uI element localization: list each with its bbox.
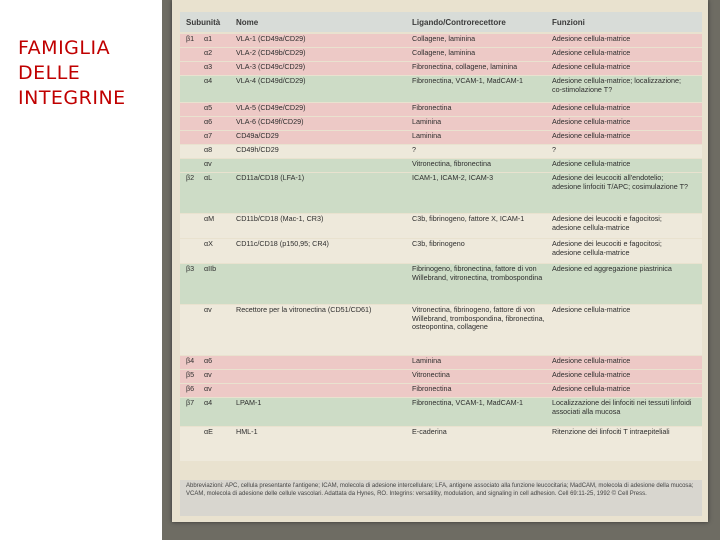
- subunit-cell: β5: [186, 370, 195, 379]
- function-cell: Adesione cellula-matrice: [552, 103, 631, 112]
- table-row: [180, 239, 702, 263]
- scanned-table-image: [162, 0, 720, 540]
- title-line-3: INTEGRINE: [18, 87, 126, 109]
- name-cell: VLA-3 (CD49c/CD29): [236, 62, 306, 71]
- table-row: [180, 173, 702, 213]
- ligand-cell: E-caderina: [412, 427, 447, 436]
- function-cell: ?: [552, 145, 556, 154]
- function-cell: Adesione cellula-matrice: [552, 48, 631, 57]
- ligand-cell: Laminina: [412, 356, 442, 365]
- alpha-cell: αv: [204, 384, 212, 393]
- alpha-cell: αv: [204, 159, 212, 168]
- table-page: [172, 0, 708, 522]
- alpha-cell: αL: [204, 173, 213, 182]
- name-cell: VLA-6 (CD49f/CD29): [236, 117, 304, 126]
- function-cell: Adesione cellula-matrice: [552, 62, 631, 71]
- name-cell: LPAM-1: [236, 398, 262, 407]
- table-row: [180, 305, 702, 355]
- table-row: [180, 264, 702, 304]
- function-cell: Adesione cellula-matrice: [552, 370, 631, 379]
- ligand-cell: Fibronectina, VCAM-1, MadCAM-1: [412, 76, 524, 85]
- alpha-cell: αM: [204, 214, 215, 223]
- ligand-cell: C3b, fibrinogeno: [412, 239, 465, 248]
- subunit-cell: β6: [186, 384, 195, 393]
- table-row: [180, 356, 702, 369]
- ligand-cell: Vitronectina, fibronectina: [412, 159, 491, 168]
- name-cell: VLA-1 (CD49a/CD29): [236, 34, 306, 43]
- table-row: [180, 117, 702, 130]
- ligand-cell: Vitronectina, fibrinogeno, fattore di von Willebrand, trombospondina, fibronectina, osteopontina, collagene: [412, 305, 545, 332]
- header-name: Nome: [236, 18, 259, 27]
- function-cell: Adesione cellula-matrice: [552, 34, 631, 43]
- ligand-cell: Laminina: [412, 117, 442, 126]
- name-cell: CD49h/CD29: [236, 145, 279, 154]
- ligand-cell: Laminina: [412, 131, 442, 140]
- table-row: [180, 34, 702, 47]
- function-cell: Adesione ed aggregazione piastrinica: [552, 264, 672, 273]
- name-cell: CD11b/CD18 (Mac-1, CR3): [236, 214, 324, 223]
- table-row: [180, 370, 702, 383]
- ligand-cell: Collagene, laminina: [412, 34, 476, 43]
- function-cell: Adesione cellula-matrice: [552, 159, 631, 168]
- table-row: [180, 48, 702, 61]
- alpha-cell: αv: [204, 305, 212, 314]
- table-row: [180, 62, 702, 75]
- alpha-cell: α4: [204, 76, 213, 85]
- alpha-cell: α7: [204, 131, 213, 140]
- header-subunit: Subunità: [186, 18, 221, 27]
- function-cell: Ritenzione dei linfociti T intraepiteliali: [552, 427, 670, 436]
- alpha-cell: α5: [204, 103, 213, 112]
- subunit-cell: β4: [186, 356, 195, 365]
- ligand-cell: ICAM-1, ICAM-2, ICAM-3: [412, 173, 494, 182]
- table-row: [180, 103, 702, 116]
- function-cell: Adesione dei leucociti all'endotelio; adesione linfociti T/APC; cosimulazione T?: [552, 173, 688, 191]
- alpha-cell: α2: [204, 48, 213, 57]
- alpha-cell: α4: [204, 398, 213, 407]
- ligand-cell: Fibronectina: [412, 103, 452, 112]
- ligand-cell: Fibronectina, collagene, laminina: [412, 62, 518, 71]
- header-ligand: Ligando/Controrecettore: [412, 18, 506, 27]
- table-row: [180, 76, 702, 102]
- table-header: [180, 12, 702, 32]
- alpha-cell: α6: [204, 356, 213, 365]
- table-row: [180, 131, 702, 144]
- table-row: [180, 427, 702, 461]
- ligand-cell: Collagene, laminina: [412, 48, 476, 57]
- table-row: [180, 384, 702, 397]
- title-line-2: DELLE: [18, 62, 81, 84]
- table-row: [180, 159, 702, 172]
- table-row: [180, 214, 702, 238]
- name-cell: CD11a/CD18 (LFA-1): [236, 173, 305, 182]
- function-cell: Adesione cellula-matrice: [552, 384, 631, 393]
- function-cell: Adesione cellula-matrice: [552, 131, 631, 140]
- alpha-cell: αv: [204, 370, 212, 379]
- alpha-cell: α6: [204, 117, 213, 126]
- subunit-cell: β3: [186, 264, 195, 273]
- name-cell: VLA-4 (CD49d/CD29): [236, 76, 306, 85]
- slide-title: [18, 36, 158, 111]
- alpha-cell: α3: [204, 62, 213, 71]
- table-row: [180, 398, 702, 426]
- table-footnote: [180, 480, 702, 516]
- alpha-cell: α8: [204, 145, 213, 154]
- alpha-cell: α1: [204, 34, 213, 43]
- function-cell: Adesione cellula-matrice: [552, 356, 631, 365]
- footnote-text: Abbreviazioni: APC, cellula presentante l'antigene; ICAM, molecola di adesione intercellulare; LFA, antigene associato alla funzione leucocitaria; MadCAM, molecola di adesione della mucosa; VCAM, molecola di adesione delle cellule vascolari. Adattata da Hynes, RO. Integrins: versatility, modulation, and signaling in cell adhesion. Cell 69:11-25, 1992 © Cell Press.: [186, 483, 694, 497]
- alpha-cell: αE: [204, 427, 213, 436]
- subunit-cell: β7: [186, 398, 195, 407]
- title-line-1: FAMIGLIA: [18, 37, 111, 59]
- function-cell: Adesione dei leucociti e fagocitosi; adesione cellula-matrice: [552, 239, 662, 257]
- function-cell: Adesione cellula-matrice: [552, 117, 631, 126]
- ligand-cell: Fibronectina, VCAM-1, MadCAM-1: [412, 398, 524, 407]
- name-cell: VLA-5 (CD49e/CD29): [236, 103, 306, 112]
- name-cell: CD49a/CD29: [236, 131, 279, 140]
- name-cell: HML-1: [236, 427, 258, 436]
- ligand-cell: ?: [412, 145, 416, 154]
- name-cell: VLA-2 (CD49b/CD29): [236, 48, 306, 57]
- function-cell: Adesione cellula-matrice; localizzazione; co-stimolazione T?: [552, 76, 682, 94]
- ligand-cell: Fibronectina: [412, 384, 452, 393]
- ligand-cell: Vitronectina: [412, 370, 450, 379]
- function-cell: Localizzazione dei linfociti nei tessuti linfoidi associati alla mucosa: [552, 398, 692, 416]
- name-cell: CD11c/CD18 (p150,95; CR4): [236, 239, 329, 248]
- ligand-cell: Fibrinogeno, fibronectina, fattore di von Willebrand, vitronectina, trombospondina: [412, 264, 543, 282]
- alpha-cell: αIIb: [204, 264, 217, 273]
- table-row: [180, 145, 702, 158]
- name-cell: Recettore per la vitronectina (CD51/CD61): [236, 305, 372, 314]
- ligand-cell: C3b, fibrinogeno, fattore X, ICAM-1: [412, 214, 525, 223]
- header-function: Funzioni: [552, 18, 585, 27]
- function-cell: Adesione cellula-matrice: [552, 305, 631, 314]
- subunit-cell: β1: [186, 34, 195, 43]
- alpha-cell: αX: [204, 239, 213, 248]
- subunit-cell: β2: [186, 173, 195, 182]
- function-cell: Adesione dei leucociti e fagocitosi; adesione cellula-matrice: [552, 214, 662, 232]
